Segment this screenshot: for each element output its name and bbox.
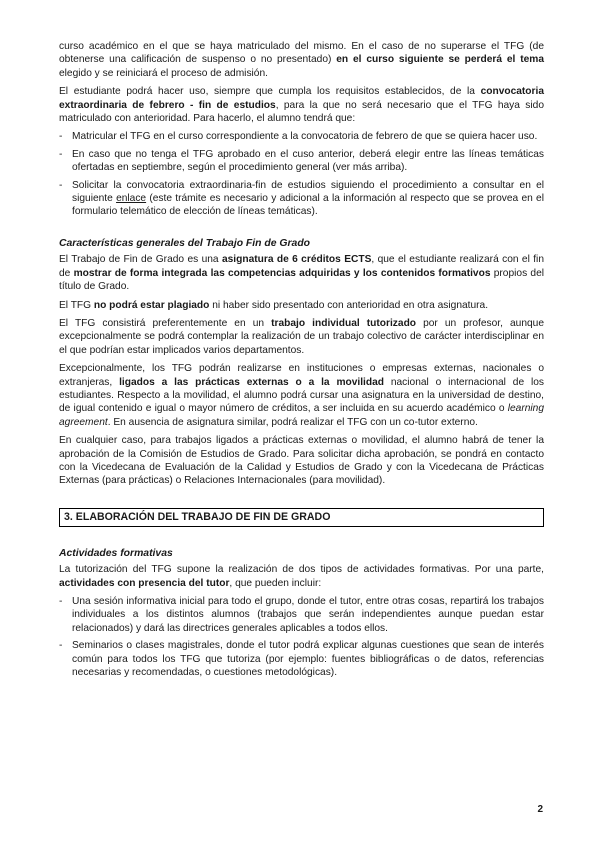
bold-text: mostrar de forma integrada las competencias adquiridas y los contenidos formativos xyxy=(73,267,491,279)
text-run: por un profesor, aunque excepcionalmente se podrá contemplar la realización de un trabajo colectivo de carácter interdisciplinar en el que podrían estar implicados varios departamentos. xyxy=(59,317,544,356)
list-item: - Una sesión informativa inicial para todo el grupo, donde el tutor, entre otras cosas, repartirá los trabajos individuales a los distintos alumnos (trabajos que serán independientes aunque puedan estar relacionados) y dará las directrices generales aplicables a todos ellos. xyxy=(59,595,544,635)
activities-list xyxy=(59,595,544,679)
text-run: El TFG consistirá preferentemente en un xyxy=(59,317,272,329)
text-run: . En ausencia de asignatura similar, podrá realizar el TFG con un co-tutor externo. xyxy=(107,416,478,428)
caracteristicas-paragraph-5: En cualquier caso, para trabajos ligados a prácticas externas o movilidad, el alumno habrá de tener la aprobación de la Comisión de Estudios de Grado. Para solicitar dicha aprobación, se pondrá en contacto con la Vicedecana de Evaluación de la Calidad y Estudios de Grado y con la Vicedecana de Prácticas Externas (para prácticas) o Relaciones Internacionales (para movilidad). xyxy=(59,435,544,487)
text-run: , que pueden incluir: xyxy=(229,577,322,589)
bold-text: trabajo individual tutorizado xyxy=(271,317,417,329)
caracteristicas-paragraph-3 xyxy=(59,317,544,357)
text-run: , para la que no será necesario que el TFG haya sido matriculado con anterioridad. Para hacerlo, el alumno tendrá que: xyxy=(59,99,544,125)
list-item: - En caso que no tenga el TFG aprobado en el cuso anterior, deberá elegir entre las líneas temáticas ofertadas en septiembre, según el procedimiento general (ver más arriba). xyxy=(59,148,544,175)
text-run: El Trabajo de Fin de Grado es una xyxy=(59,254,222,266)
caracteristicas-paragraph-4 xyxy=(59,362,544,429)
text-run: Excepcionalmente, los TFG podrán realizarse en instituciones o empresas externas, nacionales o extranjeras, xyxy=(59,363,544,388)
text-run: (este trámite es necesario y adicional a la información al respecto que se provea en el formulario telemático de elección de líneas temáticas). xyxy=(72,193,544,218)
text-run: curso académico en el que se haya matriculado del mismo. En el caso de no superarse el TFG (de obtenerse una calificación de suspenso o no presentado) xyxy=(59,41,544,66)
text-run: El estudiante podrá hacer uso, siempre que cumpla los requisitos establecidos, de la xyxy=(59,86,481,98)
page-number: 2 xyxy=(537,804,543,815)
list-item xyxy=(59,179,544,219)
text-run: propios del título de Grado. xyxy=(59,267,545,293)
bold-text: convocatoria extraordinaria de febrero - fin de estudios xyxy=(59,86,544,111)
text-run: elegido y se reiniciará el proceso de admisión. xyxy=(59,67,268,79)
list-item: - Seminarios o clases magistrales, donde el tutor podrá explicar algunas cuestiones que sean de interés común para todos los TFG que tutoriza (por ejemplo: fuentes bibliográficas o de datos, referencias necesarias y recomendadas, o cuestiones metodológicas). xyxy=(59,639,544,679)
bold-text: asignatura de 6 créditos ECTS xyxy=(221,254,372,266)
intro-paragraph-1 xyxy=(59,40,544,80)
actividades-paragraph-1 xyxy=(59,563,544,590)
caracteristicas-paragraph-1 xyxy=(59,253,544,293)
italic-text: learning agreement xyxy=(59,403,544,428)
text-run: La tutorización del TFG supone la realización de dos tipos de actividades formativas. Por una parte, xyxy=(59,564,544,576)
bold-text: ligados a las prácticas externas o a la movilidad xyxy=(119,376,384,388)
text-run: ni haber sido presentado con anterioridad en otra asignatura. xyxy=(209,299,489,311)
section-heading-actividades: Actividades formativas xyxy=(59,547,173,559)
requirements-list xyxy=(59,130,544,218)
bold-text: no podrá estar plagiado xyxy=(93,299,210,311)
text-run: Solicitar la convocatoria extraordinaria-fin de estudios siguiendo el procedimiento a consultar en el siguiente xyxy=(72,179,544,205)
bold-text: en el curso siguiente se perderá el tema xyxy=(336,54,544,66)
section-title-box: 3. ELABORACIÓN DEL TRABAJO DE FIN DE GRADO xyxy=(59,508,544,527)
text-run: nacional o internacional de los estudiantes. Respecto a la movilidad, el alumno podrá cursar una asignatura en la universidad de destino, de igual contenido e igual o mayor número de créditos, a ser incluida en su acuerdo académico o xyxy=(59,376,545,415)
text-run: El TFG xyxy=(59,299,94,311)
caracteristicas-paragraph-2 xyxy=(59,299,544,312)
section-heading-caracteristicas: Características generales del Trabajo Fin de Grado xyxy=(59,237,311,249)
text-run: , que el estudiante realizará con el fin de xyxy=(59,254,544,279)
enlace-link[interactable]: enlace xyxy=(116,193,147,205)
list-item: - Matricular el TFG en el curso correspondiente a la convocatoria de febrero de que se quiera hacer uso. xyxy=(59,130,544,143)
document-page xyxy=(59,40,544,683)
intro-paragraph-2 xyxy=(59,85,544,125)
bold-text: actividades con presencia del tutor xyxy=(59,577,230,589)
